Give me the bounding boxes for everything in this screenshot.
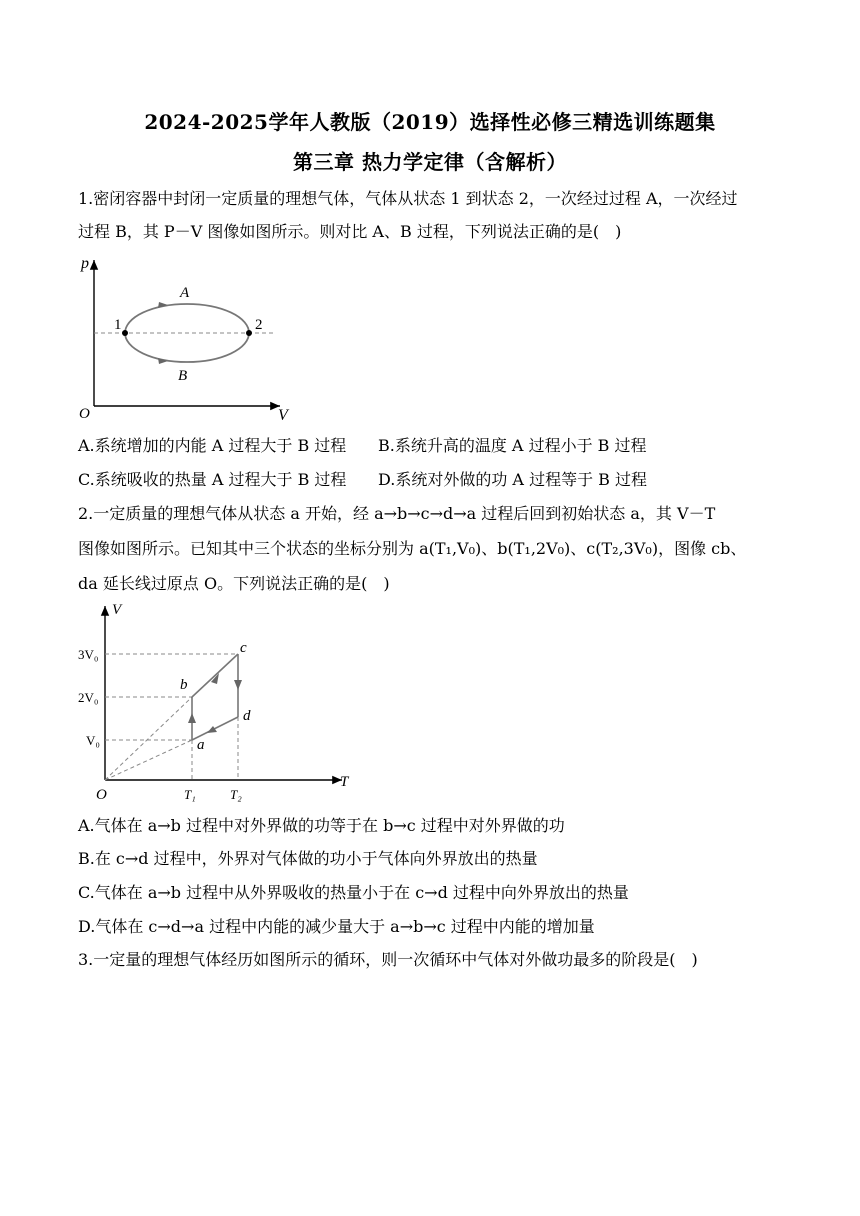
q2-arrow-da: [207, 726, 217, 733]
q1-option-b[interactable]: B.系统升高的温度 A 过程小于 B 过程: [378, 436, 647, 455]
q2-tick-t2: T₂: [230, 787, 242, 802]
q2-y-label: V: [112, 602, 122, 618]
q1-option-c[interactable]: C.系统吸收的热量 A 过程大于 B 过程: [78, 470, 347, 489]
q2-point-a-label: a: [197, 737, 205, 753]
q1-option-d[interactable]: D.系统对外做的功 A 过程等于 B 过程: [378, 470, 648, 489]
q2-x-label: T: [340, 774, 349, 790]
q1-state-1-dot: [122, 330, 128, 336]
q2-option-b[interactable]: B.在 c→d 过程中，外界对气体做的功小于气体向外界放出的热量: [78, 849, 538, 868]
q2-tick-v0: V₀: [86, 733, 100, 748]
q1-option-a[interactable]: A.系统增加的内能 A 过程大于 B 过程: [78, 436, 347, 455]
q2-tick-t1: T₁: [184, 787, 196, 802]
q2-point-d-label: d: [243, 708, 251, 724]
q1-stem-line-2: 过程 B，其 P－V 图像如图所示。则对比 A、B 过程，下列说法正确的是( ): [78, 222, 622, 241]
q1-origin-label: O: [79, 406, 90, 422]
q1-state-2-dot: [246, 330, 252, 336]
q2-stem-line-1: 2.一定质量的理想气体从状态 a 开始，经 a→b→c→d→a 过程后回到初始状态 a，其 V－T: [78, 504, 716, 523]
q2-arrow-ab: [188, 713, 196, 723]
q2-point-c-label: c: [240, 640, 247, 656]
q1-y-label: p: [81, 255, 89, 272]
page-title: 2024-2025学年人教版（2019）选择性必修三精选训练题集: [144, 110, 716, 134]
q1-arrow-lower: [158, 358, 168, 364]
q1-pv-figure: [72, 252, 292, 424]
q2-tick-3v0: 3V₀: [78, 647, 99, 662]
q1-path-a-label: A: [180, 285, 190, 301]
q2-stem-line-2: 图像如图所示。已知其中三个状态的坐标分别为 a(T₁,V₀)、b(T₁,2V₀)、c(T₂,3V₀)，图像 cb、: [78, 539, 747, 558]
q1-stem-line-1: 1.密闭容器中封闭一定质量的理想气体，气体从状态 1 到状态 2，一次经过过程 A，一次经过: [78, 189, 738, 208]
q2-segment-bc: [192, 654, 238, 697]
q2-option-a[interactable]: A.气体在 a→b 过程中对外界做的功等于在 b→c 过程中对外界做的功: [78, 816, 565, 835]
q2-stem-line-3: da 延长线过原点 O。下列说法正确的是( ): [78, 574, 390, 593]
q2-option-d[interactable]: D.气体在 c→d→a 过程中内能的减少量大于 a→b→c 过程中内能的增加量: [78, 917, 595, 936]
q1-state-2-label: 2: [255, 317, 263, 333]
q1-state-1-label: 1: [114, 317, 122, 333]
q3-stem-line-1: 3.一定量的理想气体经历如图所示的循环，则一次循环中气体对外做功最多的阶段是( ): [78, 950, 698, 969]
q2-extension-oa: [105, 740, 192, 780]
chapter-subtitle: 第三章 热力学定律（含解析）: [293, 150, 567, 174]
q1-arrow-upper: [158, 302, 168, 308]
q2-arrow-cd: [234, 680, 242, 690]
q2-extension-ob: [105, 697, 192, 780]
q1-x-label: V: [278, 407, 288, 424]
q2-vt-figure: [72, 600, 362, 810]
q2-option-c[interactable]: C.气体在 a→b 过程中从外界吸收的热量小于在 c→d 过程中向外界放出的热量: [78, 883, 629, 902]
q1-path-b-label: B: [178, 368, 188, 384]
q2-tick-2v0: 2V₀: [78, 690, 99, 705]
q2-point-b-label: b: [180, 677, 188, 693]
q2-origin-label: O: [96, 787, 107, 803]
